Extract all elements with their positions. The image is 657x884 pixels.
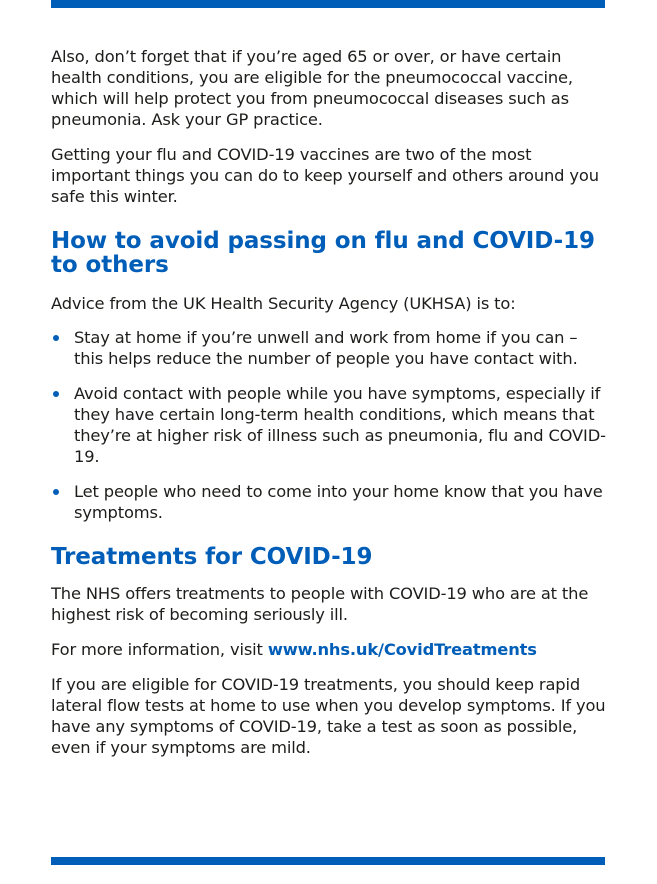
list-item-text: Avoid contact with people while you have symptoms, especially if they have certain long-term health conditions, which means that they’re at higher risk of illness such as pneumonia, flu and COVID-19. xyxy=(74,384,606,466)
treatments-heading: Treatments for COVID-19 xyxy=(51,544,373,570)
covid-treatments-link[interactable]: www.nhs.uk/CovidTreatments xyxy=(267,640,537,659)
pneumococcal-paragraph: Also, don’t forget that if you’re aged 65 or over, or have certain health conditions, you are eligible for the pneumococcal vaccine, which will help protect you from pneumococcal diseases such as pneumonia. Ask your GP practice. xyxy=(51,47,573,129)
bullet-icon xyxy=(53,489,59,495)
avoid-passing-heading: How to avoid passing on flu and COVID-19 to others xyxy=(51,228,595,278)
ukhsa-advice-intro: Advice from the UK Health Security Agency (UKHSA) is to: xyxy=(51,294,516,313)
list-item xyxy=(51,481,611,523)
bullet-icon xyxy=(53,335,59,341)
list-item xyxy=(51,327,611,369)
eligible-paragraph: If you are eligible for COVID-19 treatments, you should keep rapid lateral flow tests at home to use when you develop symptoms. If you have any symptoms of COVID-19, take a test as soon as possible, even if your symptoms are mild. xyxy=(51,675,606,757)
bottom-rule xyxy=(51,857,605,865)
list-item-text: Stay at home if you’re unwell and work from home if you can – this helps reduce the number of people you have contact with. xyxy=(74,328,578,368)
list-item xyxy=(51,383,611,467)
top-rule xyxy=(51,0,605,8)
bullet-icon xyxy=(53,391,59,397)
leaflet-page xyxy=(51,46,611,758)
more-info-prefix: For more information, visit xyxy=(51,640,268,659)
advice-list xyxy=(51,327,611,523)
more-info-paragraph xyxy=(51,639,611,660)
vaccines-paragraph: Getting your flu and COVID-19 vaccines are two of the most important things you can do to keep yourself and others around you safe this winter. xyxy=(51,145,599,206)
nhs-treatments-paragraph: The NHS offers treatments to people with COVID-19 who are at the highest risk of becoming seriously ill. xyxy=(51,584,589,624)
list-item-text: Let people who need to come into your home know that you have symptoms. xyxy=(74,482,603,522)
